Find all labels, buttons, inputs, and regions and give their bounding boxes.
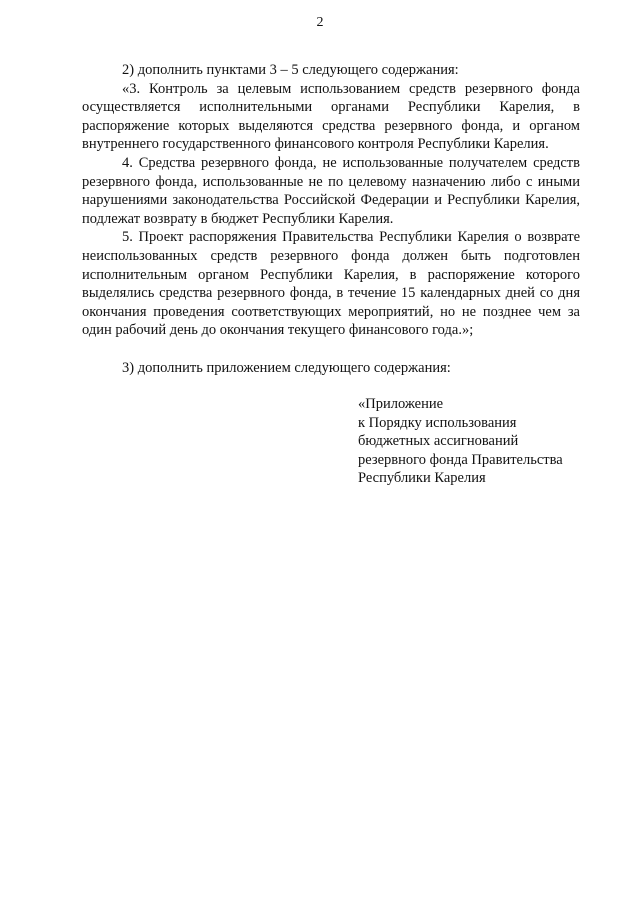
paragraph-item-3: «3. Контроль за целевым использованием средств резервного фонда осуществляется исполнительными органами Республики Карелия, в распоряжение которых выделяются средства резервного фонда, и органом внутреннего государственного финансового контроля Республики Карелия. (82, 80, 580, 153)
document-body (82, 61, 580, 377)
appendix-heading (358, 395, 598, 488)
page-number: 2 (316, 15, 324, 30)
appendix-line: «Приложение (358, 396, 444, 412)
paragraph-amendment-2: 2) дополнить пунктами 3 – 5 следующего содержания: (122, 62, 459, 78)
appendix-line: Республики Карелия (358, 470, 486, 487)
paragraph-item-5: 5. Проект распоряжения Правительства Республики Карелия о возврате неиспользованных средств резервного фонда должен быть подготовлен исполнительным органом Республики Карелия, в распоряжение которого выделялись средства резервного фонда, в течение 15 календарных дней со дня окончания проведения соответствующих мероприятий, но не позднее чем за один рабочий день до окончания текущего финансового года.»; (82, 229, 580, 339)
appendix-line: резервного фонда Правительства (358, 451, 563, 468)
appendix-line: бюджетных ассигнований (358, 433, 519, 450)
paragraph-amendment-3: 3) дополнить приложением следующего содержания: (122, 359, 451, 376)
paragraph-item-4: 4. Средства резервного фонда, не использованные получателем средств резервного фонда, использованные не по целевому назначению либо с иными нарушениями законодательства Российской Федерации и Республики Карелия, подлежат возврату в бюджет Республики Карелия. (82, 154, 580, 227)
appendix-line: к Порядку использования (358, 414, 517, 431)
